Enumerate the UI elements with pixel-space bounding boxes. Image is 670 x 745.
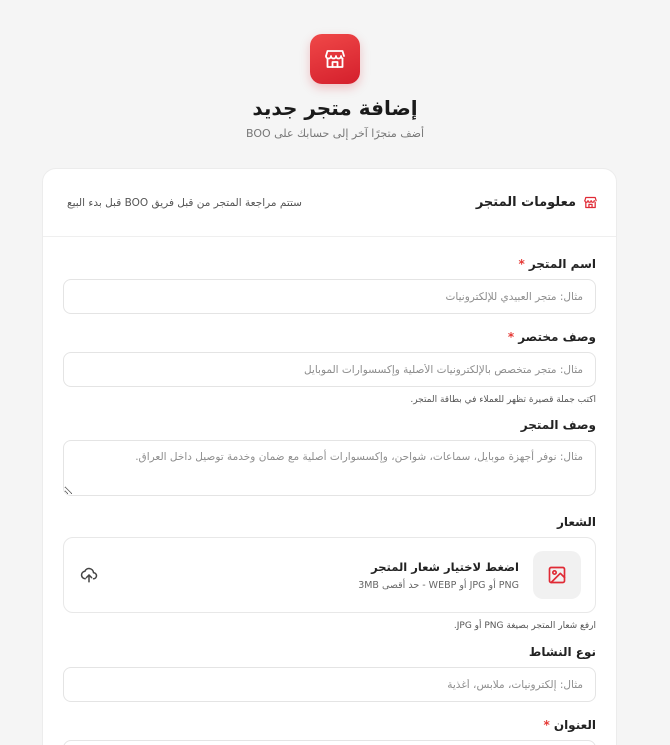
store-name-group: [63, 257, 596, 314]
address-label: العنوان*: [543, 718, 596, 732]
short-description-hint: اكتب جملة قصيرة تظهر للعملاء في بطاقة المتجر.: [410, 395, 596, 405]
logo-upload-dropzone[interactable]: [63, 537, 596, 613]
upload-title: اضغط لاختيار شعار المتجر: [371, 559, 519, 574]
store-icon: [583, 195, 598, 210]
description-group: [63, 418, 596, 500]
store-name-label: اسم المتجر*: [518, 257, 596, 271]
address-group: [63, 718, 596, 745]
page-title: إضافة متجر جديد: [252, 96, 418, 120]
card-header: [43, 169, 616, 237]
logo-preview: [533, 551, 581, 599]
activity-type-label: نوع النشاط: [528, 645, 596, 659]
short-description-label: وصف مختصر*: [507, 330, 596, 344]
short-description-group: [63, 330, 596, 405]
store-icon: [323, 47, 347, 71]
logo-group: [63, 515, 596, 631]
required-mark: *: [543, 718, 550, 732]
activity-type-group: [63, 645, 596, 702]
page-header: [0, 0, 670, 140]
review-note: ستتم مراجعة المتجر من قبل فريق BOO قبل بدء البيع: [67, 196, 302, 209]
page-subtitle: أضف متجرًا آخر إلى حسابك على BOO: [245, 127, 425, 140]
store-info-card: [42, 168, 617, 745]
card-title: معلومات المتجر: [475, 195, 576, 210]
description-label: وصف المتجر: [520, 418, 596, 432]
address-input[interactable]: [63, 740, 596, 745]
description-textarea[interactable]: [63, 440, 596, 496]
store-name-input[interactable]: [63, 279, 596, 314]
logo-label: الشعار: [556, 515, 596, 529]
upload-constraints: PNG أو JPG أو WEBP - حد أقصى 3MB: [358, 579, 519, 591]
short-description-input[interactable]: [63, 352, 596, 387]
activity-type-input[interactable]: [63, 667, 596, 702]
required-mark: *: [518, 257, 525, 271]
store-logo: [310, 34, 360, 84]
cloud-upload-icon[interactable]: [78, 564, 100, 586]
logo-hint: ارفع شعار المتجر بصيغة PNG أو JPG.: [453, 621, 596, 631]
image-icon: [547, 565, 567, 585]
store-form: [43, 257, 616, 745]
required-mark: *: [507, 330, 515, 344]
